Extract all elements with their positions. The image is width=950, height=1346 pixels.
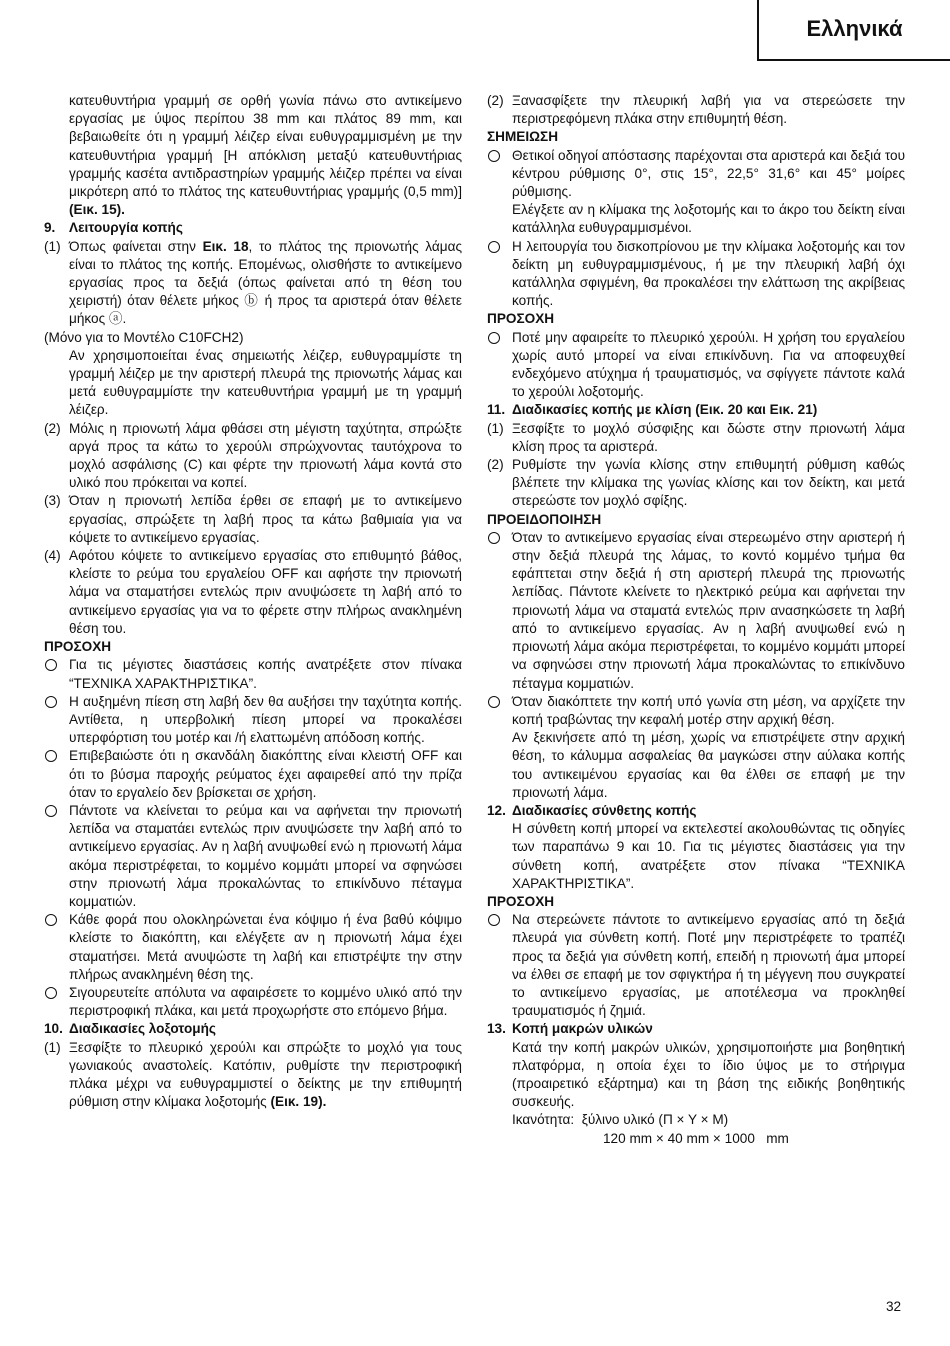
intro-paragraph: κατευθυντήρια γραμμή σε ορθή γωνία πάνω στο αντικείμενο εργασίας με ύψος περίπου 38 mm και πλάτος 89 mm, και βεβαιωθείτε ότι η γραμμή λέιζερ είναι ευθυγραμμισμένη με την κατευθυντήρια γραμμή [Η απόκλιση μεταξύ κατευθυντήριας γραμμής κασέτα αντιδραστηρίων γραμμής λέιζερ πρέπει να είναι μικρότερη από το πλάτος της κατευθυντήριας γραμμής (0,5 mm)] (Εικ. 15).: [69, 93, 462, 218]
section-13-text: Κατά την κοπή μακρών υλικών, χρησιμοποιήστε μια βοηθητική πλατφόρμα, η οποία έχει το ίδιο ύψος με το στήριγμα (προαιρετικό εξάρτημα) και τη βάση της ειδικής βοηθητικής συσκευής.: [512, 1039, 905, 1110]
bullet-circle-icon: [488, 241, 500, 253]
section-10-heading: 10. Διαδικασίες λοξοτομής: [44, 1021, 216, 1037]
caution-bullet: Για τις μέγιστες διαστάσεις κοπής ανατρέξετε στον πίνακα “ΤΕΧΝΙΚΑ ΧΑΡΑΚΤΗΡΙΣΤΙΚΑ”.: [44, 656, 462, 692]
model-note: (Μόνο για το Μοντέλο C10FCH2): [44, 329, 244, 345]
section-12-heading: 12. Διαδικασίες σύνθετης κοπής: [487, 802, 697, 818]
bullet-circle-icon: [45, 750, 57, 762]
warning-bullet: Όταν το αντικείμενο εργασίας είναι στερεωμένο στην αριστερή ή στην δεξιά πλευρά της λάμας, το κοντό κομμένο τμήμα θα εφάπτεται στην δεξιά ή στη αριστερή πλευρά της πριονωτής λεπίδας. Πάντοτε κλείνετε το ηλεκτρικό ρεύμα και αφήνεται την πριονωτή λάμα να σταματά εντελώς πριν ανασηκώσετε τη λαβή από το αντικείμενο εργασίας. Αν η λαβή ανυψωθεί ενώ η πριονωτή λάμα ακόμα περιστρέφεται, το κομμένο κομμάτι μπορεί να σφηνώσει στην πριονωτή λάμα προκαλώντας το επικίνδυνο πέταγμα κομματιών.: [487, 529, 905, 693]
capacity-line: Ικανότητα: ξύλινο υλικό (Π × Υ × Μ): [512, 1112, 729, 1128]
section-13-heading: 13. Κοπή μακρών υλικών: [487, 1021, 653, 1037]
step-11-1: (1) Ξεσφίξτε το μοχλό σύσφιξης και δώστε στην πριονωτή λάμα κλίση προς τα αριστερά.: [487, 420, 905, 454]
caution-bullet: Να στερεώνετε πάντοτε το αντικείμενο εργασίας από τη δεξιά πλευρά για σύνθετη κοπή. Ποτέ μην περιστρέφετε το τραπέζι προς τα δεξιά για σύνθετη κοπή, επειδή η πριονωτή άμα μπορεί να έλθει σε επαφή με τον σφιγκτήρα ή τη μέγγενη που συγκρατεί το αντικείμενο εργασίας, με αποτέλεσμα να προκληθεί τραυματισμός ή ζημιά.: [487, 911, 905, 1020]
caution-bullet: Ποτέ μην αφαιρείτε το πλευρικό χερούλι. Η χρήση του εργαλείου χωρίς αυτό μπορεί να είναι επικίνδυνη. Για να αποφευχθεί ενδεχόμενο ατύχημα ή τραυματισμός, να σφίγγετε πάντοτε καλά το χερούλι λοξοτομής.: [487, 329, 905, 402]
caution-bullet: Η αυξημένη πίεση στη λαβή δεν θα αυξήσει την ταχύτητα κοπής. Αντίθετα, η υπερβολική πίεση μπορεί να προκαλέσει υπερφόρτιση του μοτέρ και /ή ελαττωμένη απόδοση κοπής.: [44, 693, 462, 748]
capacity-value: 120 mm × 40 mm × 1000 mm: [603, 1130, 789, 1146]
caution-heading: ΠΡΟΣΟΧΗ: [487, 311, 555, 327]
step-9-2: (2) Μόλις η πριονωτή λάμα φθάσει στη μέγιστη ταχύτητα, σπρώξτε αργά προς τα κάτω το χερούλι σπρώχνοντας ταυτόχρονα το μοχλό ασφάλισης (C) και φέρτε την πριονωτή λάμα κοντά στο υλικό που πρόκειται να κοπεί.: [44, 420, 462, 491]
bullet-circle-icon: [45, 659, 57, 671]
page-number: 32: [886, 1299, 902, 1314]
warning-bullet: Όταν διακόπτετε την κοπή υπό γωνία στη μέση, να αρχίζετε την κοπή τραβώντας την κεφαλή μοτέρ στην αρχική θέση.: [487, 693, 905, 729]
caution-bullet: Σιγουρευτείτε απόλυτα να αφαιρέσετε το κομμένο υλικό από την περιστροφική πλάκα, και μετά προχωρήστε στο επόμενο βήμα.: [44, 984, 462, 1020]
left-column: [44, 92, 462, 1111]
bullet-circle-icon: [45, 696, 57, 708]
caution-heading: ΠΡΟΣΟΧΗ: [44, 639, 112, 655]
bullet-circle-icon: [45, 914, 57, 926]
step-10-2: (2) Ξανασφίξετε την πλευρική λαβή για να στερεώσετε την περιστρεφόμενη πλάκα στην επιθυμητή θέση.: [487, 93, 905, 127]
bullet-circle-icon: [488, 332, 500, 344]
step-9-1: (1) Όπως φαίνεται στην Εικ. 18, το πλάτος της πριονωτής λάμας είναι το πλάτος της κοπής. Επομένως, ολισθήστε το αντικείμενο εργασίας προς τα δεξιά (όπως φαίνεται από τη θέση του χειριστή) όταν θέλετε μήκος ⓑ ή προς τα αριστερά όταν θέλετε μήκος ⓐ.: [44, 238, 462, 327]
section-11-heading: 11. Διαδικασίες κοπής με κλίση (Εικ. 20 και Εικ. 21): [487, 402, 818, 418]
bullet-circle-icon: [488, 532, 500, 544]
warning-heading: ΠΡΟΕΙΔΟΠΟΙΗΣΗ: [487, 511, 602, 527]
warning-bullet-continuation: Αν ξεκινήσετε από τη μέση, χωρίς να επιστρέψετε στην αρχική θέση, το κάλυμμα ασφαλείας θα μαγκώσει στην αύλακα κοπής του αντικειμένου εργασίας και θα έλθει σε επαφή με την πριονωτή λάμα.: [512, 730, 905, 800]
step-11-2: (2) Ρυθμίστε την γωνία κλίσης στην επιθυμητή ρύθμιση καθώς βλέπετε την κλίμακα της γωνίας κλίσης και τον δείκτη, και μετά στερεώστε τον μοχλό σφίξης.: [487, 457, 905, 509]
step-9-3: (3) Όταν η πριονωτή λεπίδα έρθει σε επαφή με το αντικείμενο εργασίας, σπρώξετε τη λαβή προς τα κάτω βαθμιαία για να κόψετε το αντικείμενο εργασίας.: [44, 493, 462, 545]
section-9-heading: 9. Λειτουργία κοπής: [44, 220, 183, 236]
note-bullet-continuation: Ελέγξετε αν η κλίμακα της λοξοτομής και το άκρο του δείκτη είναι κατάλληλα ευθυγραμμισμένοι.: [512, 202, 905, 236]
note-bullet: Η λειτουργία του δισκοπρίονου με την κλίμακα λοξοτομής και τον δείκτη μη ευθυγραμμισμένους, ή με την πλευρική λαβή όχι κατάλληλα σφιγμένη, θα προκαλέσει την ελάττωση της ακρίβειας κοπής.: [487, 238, 905, 311]
bullet-circle-icon: [488, 696, 500, 708]
caution-bullet: Επιβεβαιώστε ότι η σκανδάλη διακόπτης είναι κλειστή OFF και ότι το βύσμα παροχής ρεύματος έχει αφαιρεθεί από την πρίζα όταν το εργαλείο δεν βρίσκεται σε χρήση.: [44, 747, 462, 802]
language-tab: Ελληνικά: [757, 0, 950, 61]
caution-bullet: Κάθε φορά που ολοκληρώνεται ένα κόψιμο ή ένα βαθύ κόψιμο κλείστε το διακόπτη, και ελέγξετε αν η πριονωτή λάμα έχει σταματήσει. Μετά ανυψώστε τη λαβή και επιστρέψτε την στην πλήρως ανακλημένη θέση της.: [44, 911, 462, 984]
step-10-1: (1) Ξεσφίξτε το πλευρικό χερούλι και σπρώξτε το μοχλό για τους γωνιακούς αναστολείς. Κατόπιν, ρυθμίστε την περιστροφική πλάκα μέχρι να ευθυγραμμιστεί ο δείκτης με την επιθυμητή ρύθμιση στην κλίμακα λοξοτομής (Εικ. 19).: [44, 1039, 462, 1110]
caution-heading: ΠΡΟΣΟΧΗ: [487, 893, 555, 909]
step-9-4: (4) Αφότου κόψετε το αντικείμενο εργασίας στο επιθυμητό βάθος, κλείστε το ρεύμα του εργαλείου OFF και αφήστε την πριονωτή λάμα να σταματήσει εντελώς πριν ανυψώσετε τη λαβή από το αντικείμενο εργασίας για να το φέρετε στην πλήρως ανακλημένη θέση του.: [44, 548, 462, 636]
bullet-circle-icon: [45, 987, 57, 999]
model-note-text: Αν χρησιμοποιείται ένας σημειωτής λέιζερ, ευθυγραμμίστε τη γραμμή λέιζερ με την αριστερή πλευρά της πριονωτής λάμας και μετά ευθυγραμμίστε την κατευθυντήρια γραμμή με τη γραμμή λέιζερ.: [69, 347, 462, 418]
right-column: [487, 92, 905, 1148]
note-bullet: Θετικοί οδηγοί απόστασης παρέχονται στα αριστερά και δεξιά του κέντρου ρύθμισης 0°, στις 15°, 22,5° 31,6° και 45° μοίρες ρύθμισης.: [487, 147, 905, 202]
note-heading: ΣΗΜΕΙΩΣΗ: [487, 129, 559, 145]
caution-bullet: Πάντοτε να κλείνεται το ρεύμα και να αφήνεται την πριονωτή λεπίδα να σταματάει εντελώς πριν ανυψώσετε την λαβή από το αντικείμενο εργασίας. Αν η λαβή ανυψωθεί ενώ η πριονωτή λάμα ακόμα περιστρέφεται, το κομμένο κομμάτι μπορεί να σφηνώσει στην πριονωτή λάμα προκαλώντας το επικίνδυνο πέταγμα κομματιών.: [44, 802, 462, 911]
section-12-text: Η σύνθετη κοπή μπορεί να εκτελεστεί ακολουθώντας τις οδηγίες των παραπάνω 9 και 10. Για τις μέγιστες διαστάσεις για την σύνθετη κοπή, ανατρέξετε στον πίνακα “ΤΕΧΝΙΚΑ ΧΑΡΑΚΤΗΡΙΣΤΙΚΑ”.: [512, 821, 905, 891]
bullet-circle-icon: [488, 914, 500, 926]
bullet-circle-icon: [45, 805, 57, 817]
bullet-circle-icon: [488, 150, 500, 162]
